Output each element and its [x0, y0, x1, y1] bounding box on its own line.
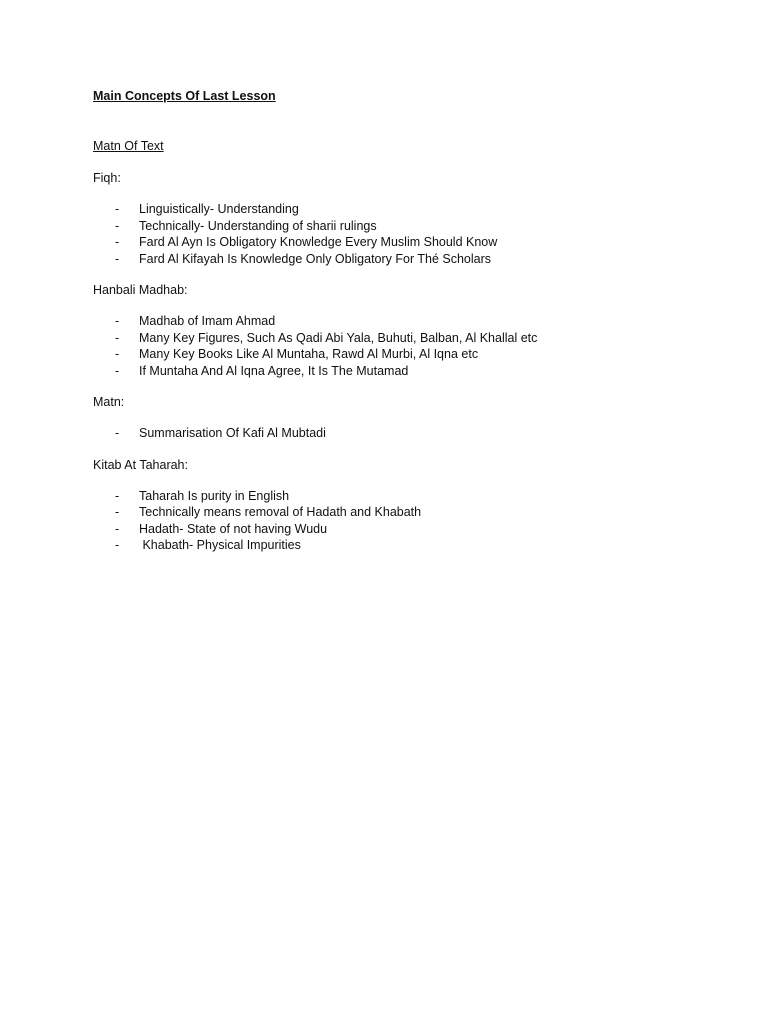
- list-item: [93, 251, 713, 268]
- list-item: [93, 504, 713, 521]
- bullet-list: [93, 488, 713, 554]
- list-item: [93, 201, 713, 218]
- list-item: [93, 330, 713, 347]
- document-title: Main Concepts Of Last Lesson: [93, 89, 276, 103]
- dash-marker: -: [115, 202, 120, 216]
- list-item: [93, 234, 713, 251]
- list-item-text: Taharah Is purity in English: [139, 488, 290, 503]
- section-hanbali-madhab: [93, 281, 713, 379]
- list-item-text: Summarisation Of Kafi Al Mubtadi: [139, 426, 326, 440]
- list-item: [93, 537, 713, 554]
- list-item-text: Linguistically- Understanding: [139, 202, 299, 216]
- list-item: [93, 218, 713, 235]
- list-item: [93, 313, 713, 330]
- dash-marker: -: [115, 347, 120, 361]
- list-item-text: Fard Al Ayn Is Obligatory Knowledge Every Muslim Should Know: [139, 235, 498, 249]
- list-item-text: Khabath- Physical Impurities: [139, 538, 301, 552]
- dash-marker: -: [115, 330, 120, 345]
- list-item: [93, 425, 713, 442]
- list-item: [93, 521, 713, 538]
- list-item: [93, 346, 713, 363]
- list-item-text: Hadath- State of not having Wudu: [139, 521, 328, 536]
- dash-marker: -: [115, 363, 120, 378]
- list-item-text: Fard Al Kifayah Is Knowledge Only Obligatory For Thé Scholars: [139, 251, 492, 266]
- document-page: [93, 87, 713, 554]
- document-subtitle: Matn Of Text: [93, 139, 164, 153]
- dash-marker: -: [115, 505, 120, 519]
- dash-marker: -: [115, 235, 120, 249]
- dash-marker: -: [115, 521, 120, 536]
- section-heading: Fiqh:: [93, 171, 121, 185]
- section-heading: Matn:: [93, 395, 125, 409]
- section-kitab-at-taharah: [93, 456, 713, 554]
- bullet-list: [93, 425, 713, 442]
- section-fiqh: [93, 169, 713, 267]
- bullet-list: [93, 201, 713, 267]
- list-item: [93, 363, 713, 380]
- list-item-text: Many Key Figures, Such As Qadi Abi Yala, Buhuti, Balban, Al Khallal etc: [139, 330, 538, 345]
- list-item-text: Many Key Books Like Al Muntaha, Rawd Al Murbi, Al Iqna etc: [139, 347, 479, 361]
- dash-marker: -: [115, 488, 120, 503]
- dash-marker: -: [115, 218, 120, 233]
- list-item: [93, 488, 713, 505]
- list-item-text: Technically means removal of Hadath and Khabath: [139, 505, 422, 519]
- dash-marker: -: [115, 538, 120, 552]
- dash-marker: -: [115, 426, 120, 440]
- dash-marker: -: [115, 314, 120, 328]
- dash-marker: -: [115, 251, 120, 266]
- list-item-text: Madhab of Imam Ahmad: [139, 314, 276, 328]
- section-heading: Kitab At Taharah:: [93, 457, 188, 472]
- list-item-text: If Muntaha And Al Iqna Agree, It Is The Mutamad: [139, 363, 409, 378]
- bullet-list: [93, 313, 713, 379]
- section-matn: [93, 393, 713, 442]
- list-item-text: Technically- Understanding of sharii rulings: [139, 218, 377, 233]
- section-heading: Hanbali Madhab:: [93, 283, 188, 297]
